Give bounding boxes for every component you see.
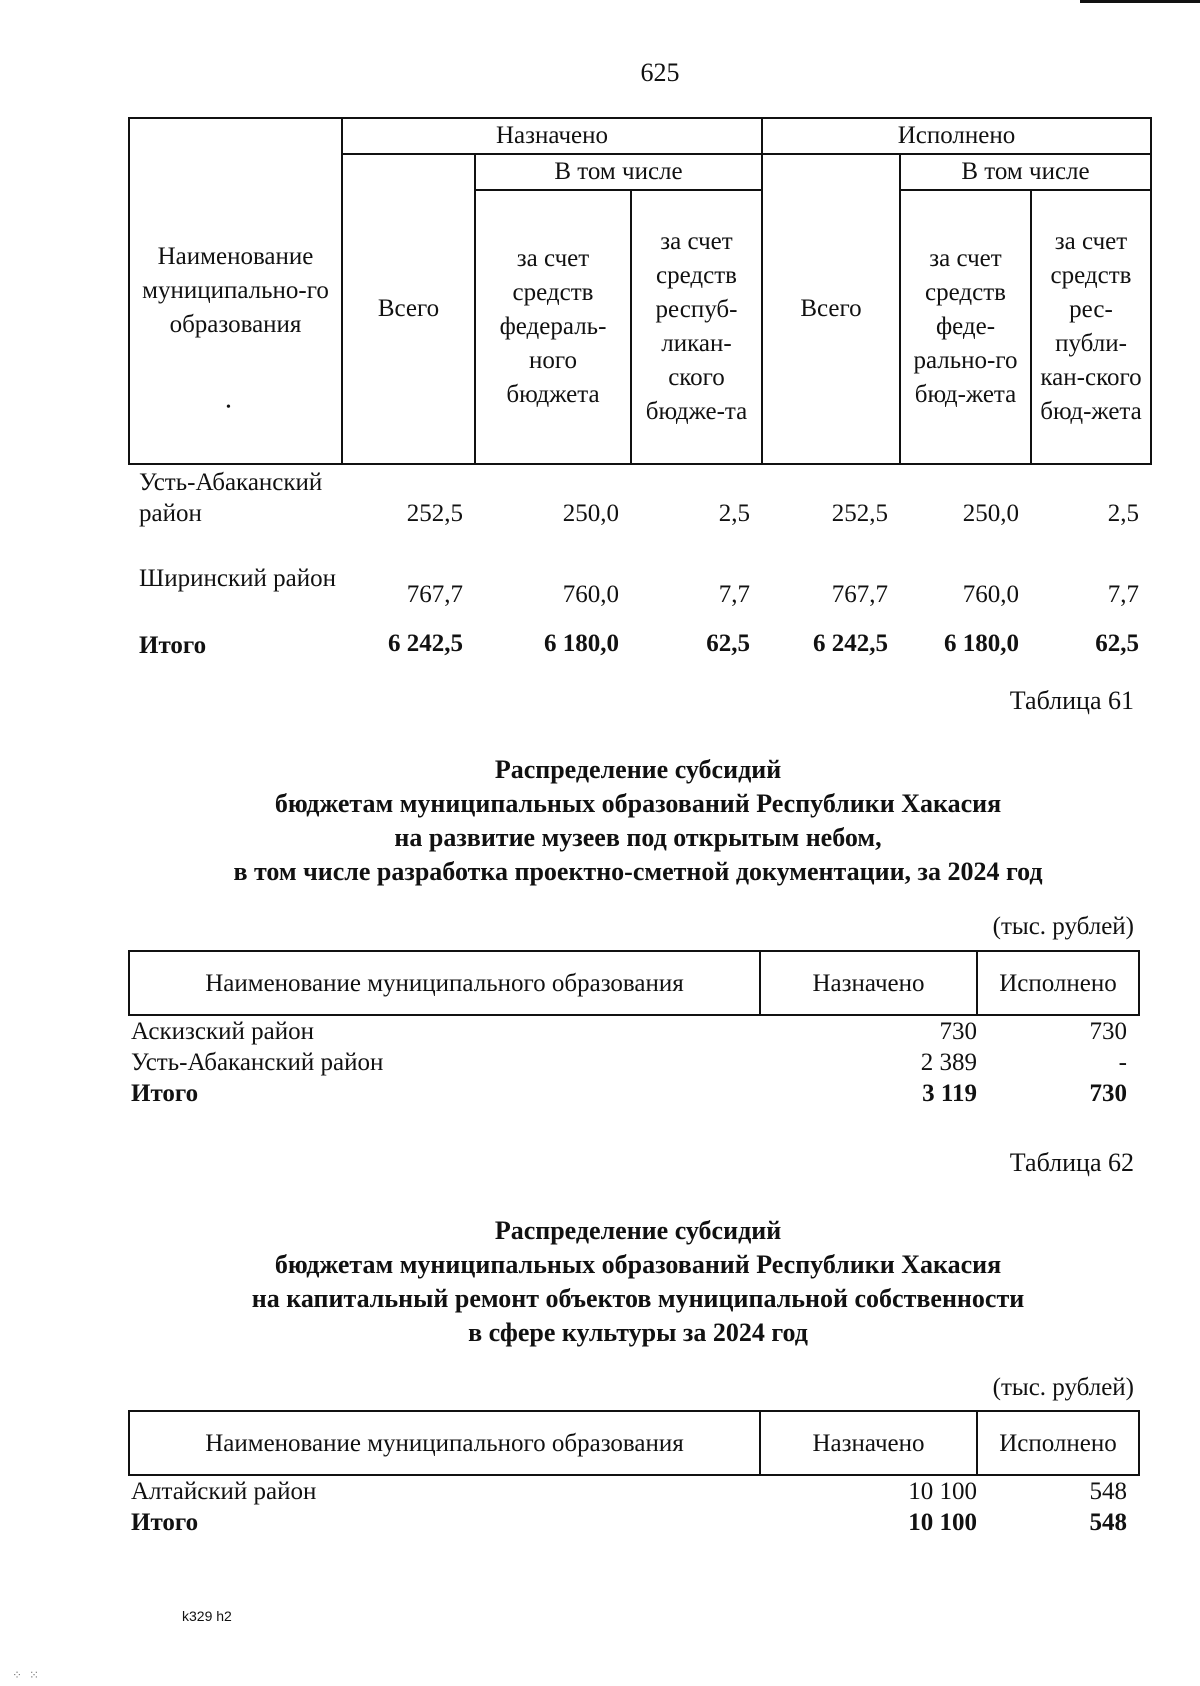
total-row: Итого 6 242,5 6 180,0 62,5 6 242,5 6 180,0 62,5 xyxy=(139,630,1139,659)
header-assigned-federal: за счет средств федераль-ного бюджета xyxy=(475,190,631,464)
header-assigned: Назначено xyxy=(760,1411,977,1475)
table-row: Усть-Абаканский район 252,5 250,0 2,5 252,5 250,0 2,5 xyxy=(139,469,1139,527)
table-row: Алтайский район 10 100 548 xyxy=(131,1478,1127,1505)
table-61-label: Таблица 61 xyxy=(1009,686,1134,715)
table-61-units: (тыс. рублей) xyxy=(992,913,1134,940)
top-edge-rule xyxy=(1080,0,1200,3)
table-62-title: Распределение субсидий бюджетам муниципальных образований Республики Хакасия на капитальный ремонт объектов муниципальной собственности в сфере культуры за 2024 год xyxy=(251,1216,1025,1347)
scan-speck: • xyxy=(226,400,231,415)
table-row: Усть-Абаканский район 2 389 - xyxy=(131,1049,1127,1076)
header-assigned: Назначено xyxy=(342,118,762,154)
header-assigned-including: В том числе xyxy=(475,154,762,190)
header-executed-republic: за счет средств рес-публи-кан-ского бюд-жета xyxy=(1031,190,1151,464)
total-row: Итого 10 100 548 xyxy=(131,1509,1127,1536)
header-municipality: Наименование муниципального образования xyxy=(129,1411,760,1475)
header-executed: Исполнено xyxy=(977,1411,1139,1475)
header-assigned: Назначено xyxy=(760,951,977,1015)
header-assigned-total: Всего xyxy=(342,154,475,464)
table-row: Ширинский район 767,7 760,0 7,7 767,7 760,0 7,7 xyxy=(139,565,1139,608)
header-executed-federal: за счет средств феде-рально-го бюд-жета xyxy=(900,190,1031,464)
table-row: Аскизский район 730 730 xyxy=(131,1018,1127,1045)
table-61 xyxy=(128,950,1140,1109)
table-60 xyxy=(128,117,1152,661)
table-62 xyxy=(128,1410,1140,1538)
footer-code: k329 h2 xyxy=(182,1608,232,1624)
header-executed: Исполнено xyxy=(977,951,1139,1015)
header-assigned-republic: за счет средств респуб-ликан-ского бюдже-та xyxy=(631,190,762,464)
header-executed: Исполнено xyxy=(762,118,1151,154)
header-municipality: Наименование муниципально-го образования • xyxy=(129,118,342,464)
header-municipality: Наименование муниципального образования xyxy=(129,951,760,1015)
header-executed-including: В том числе xyxy=(900,154,1151,190)
page-number: 625 xyxy=(640,58,680,87)
table-62-units: (тыс. рублей) xyxy=(992,1374,1134,1401)
scan-artifact: ⁘ ⁙ xyxy=(12,1668,42,1682)
table-62-label: Таблица 62 xyxy=(1009,1148,1134,1177)
header-executed-total: Всего xyxy=(762,154,900,464)
table-61-title: Распределение субсидий бюджетам муниципальных образований Республики Хакасия на развитие музеев под открытым небом, в том числе разработка проектно-сметной документации, за 2024 год xyxy=(233,755,1043,886)
total-row: Итого 3 119 730 xyxy=(131,1080,1127,1107)
